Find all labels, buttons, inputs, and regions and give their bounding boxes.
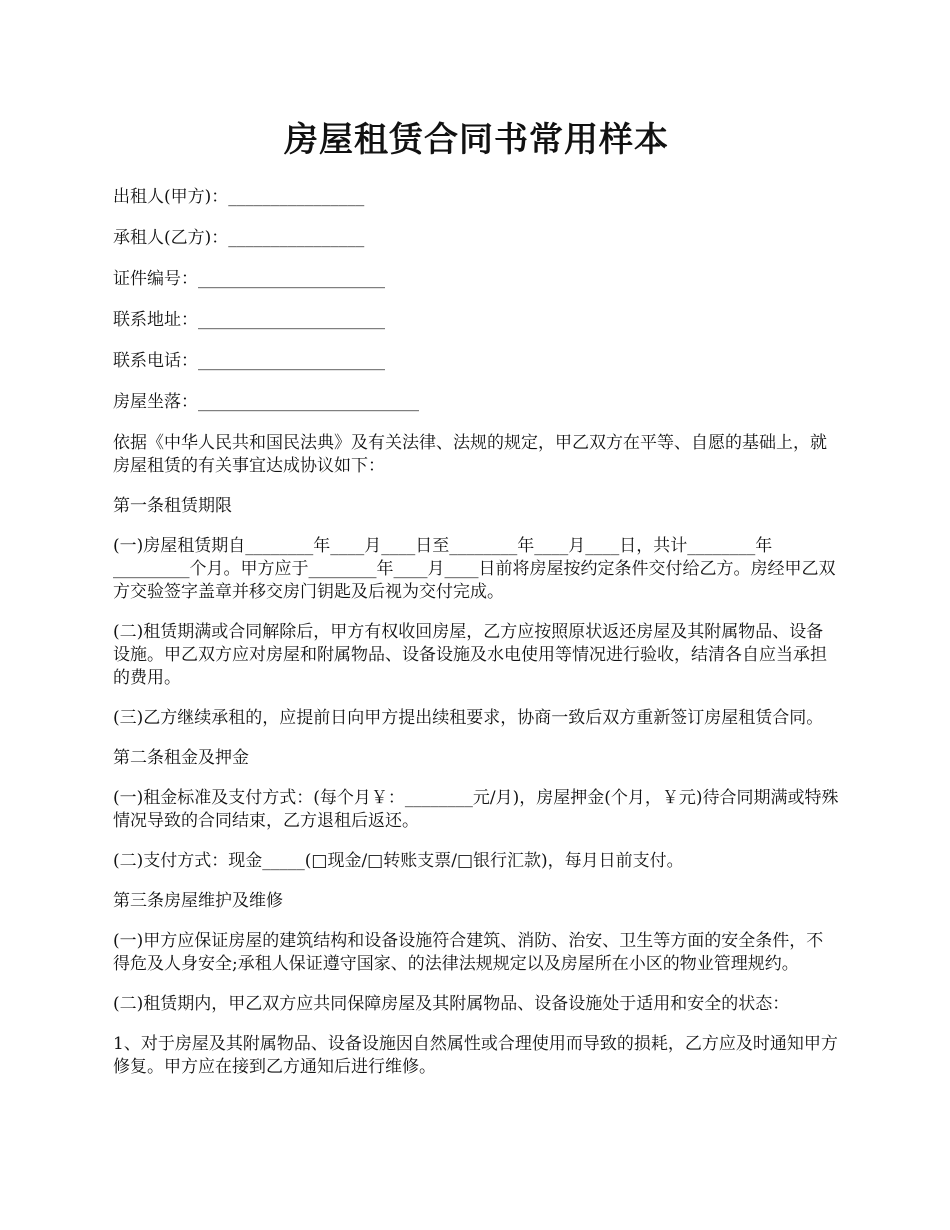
field-phone — [113, 350, 840, 372]
clause-1-1: (一)房屋租赁期自________年____月____日至________年____月____日，共计________年_________个月。甲方应于________年____月____日前将房屋按约定条件交付给乙方。房经甲乙双方交验签字盖章并移交房门钥匙及后视为交付完成。 — [113, 536, 836, 602]
field-house-location — [113, 391, 840, 413]
clause-1-3: (三)乙方继续承租的，应提前日向甲方提出续租要求，协商一致后双方重新签订房屋租赁合同。 — [113, 708, 824, 728]
clause-3-1: (一)甲方应保证房屋的建筑结构和设备设施符合建筑、消防、治安、卫生等方面的安全条件，不得危及人身安全;承租人保证遵守国家、的法律法规规定以及房屋所在小区的物业管理规约。 — [113, 931, 824, 974]
document-title: 房屋租赁合同书常用样本 — [284, 120, 669, 160]
section-heading-lease-term: 第一条租赁期限 — [113, 496, 232, 516]
field-label: 房屋坐落： — [113, 392, 198, 412]
field-label: 出租人(甲方)： — [113, 187, 229, 207]
field-blank: ______________________ — [198, 310, 385, 330]
preamble-paragraph: 依据《中华人民共和国民法典》及有关法律、法规的规定，甲乙双方在平等、自愿的基础上，就房屋租赁的有关事宜达成协议如下： — [113, 433, 827, 476]
field-blank: ______________________ — [198, 351, 385, 371]
field-label: 承租人(乙方)： — [113, 228, 229, 248]
clause-3-2: (二)租赁期内，甲乙双方应共同保障房屋及其附属物品、设备设施处于适用和安全的状态： — [113, 994, 790, 1014]
section-heading-rent-deposit: 第二条租金及押金 — [113, 748, 249, 768]
clause-2-2: (二)支付方式：现金_____(□现金/□转账支票/□银行汇款)，每月日前支付。 — [113, 851, 684, 871]
field-lessee — [113, 227, 840, 249]
field-blank: ________________ — [228, 228, 365, 248]
field-label: 联系地址： — [113, 310, 198, 330]
field-lessor — [113, 186, 840, 208]
field-label: 证件编号： — [113, 269, 198, 289]
section-heading-maintenance: 第三条房屋维护及维修 — [113, 891, 283, 911]
field-label: 联系电话： — [113, 351, 198, 371]
clause-2-1: (一)租金标准及支付方式：(每个月￥：________元/月)，房屋押金(个月，￥元)待合同期满或特殊情况导致的合同结束，乙方退租后返还。 — [113, 788, 839, 831]
field-blank: __________________________ — [198, 392, 419, 412]
clause-1-2: (二)租赁期满或合同解除后，甲方有权收回房屋，乙方应按照原状返还房屋及其附属物品、设备设施。甲乙双方应对房屋和附属物品、设备设施及水电使用等情况进行验收，结清各自应当承担的费用。 — [113, 622, 827, 688]
field-blank: ______________________ — [198, 269, 385, 289]
field-address — [113, 309, 840, 331]
clause-3-2-1: 1、对于房屋及其附属物品、设备设施因自然属性或合理使用而导致的损耗，乙方应及时通知甲方修复。甲方应在接到乙方通知后进行维修。 — [113, 1034, 838, 1077]
field-blank: ________________ — [228, 187, 365, 207]
field-id-number — [113, 268, 840, 290]
